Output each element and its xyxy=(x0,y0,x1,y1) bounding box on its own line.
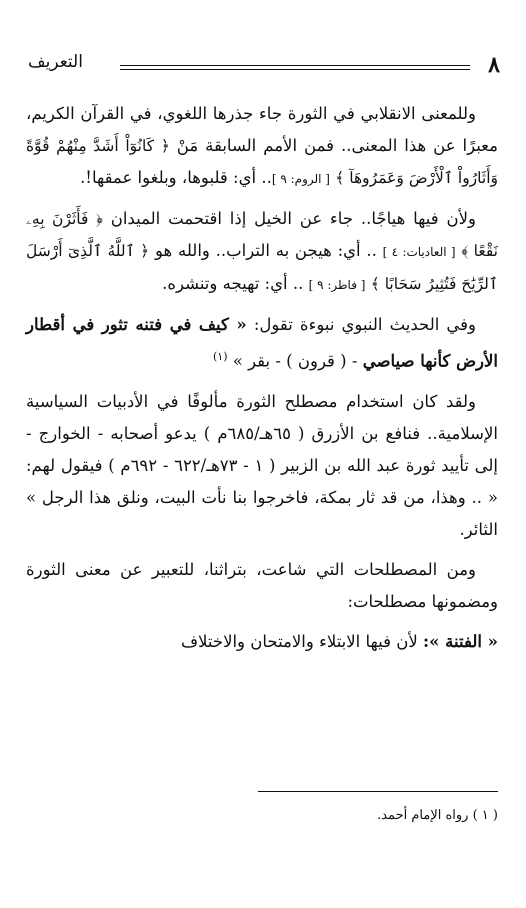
text-line: الثائر. xyxy=(459,519,498,539)
text-line: الثورة ومضمونها مصطلحات: xyxy=(26,559,498,611)
text-fragment: والله هو xyxy=(155,241,210,260)
verse-reference: [ العاديات: ٤ ] xyxy=(382,245,456,259)
page-header xyxy=(28,52,500,84)
text-line: ولأن فيها هياجًا.. جاء عن الخيل إذا اقتحمت الميدان xyxy=(110,209,477,228)
text-line: القرآن الكريم، معبرًا عن هذا المعنى.. فمن الأمم السابقة مَنْ xyxy=(26,104,498,155)
verse-reference: [ الروم: ٩ ] xyxy=(271,172,330,186)
paragraph-4 xyxy=(26,386,498,546)
quran-verse: ﴿ ٱللَّهُ ٱلَّذِىٓ أَرْسَلَ ٱلرِّيَٰحَ فَتُثِيرُ سَحَابًا ﴾ xyxy=(26,242,498,293)
text-line: قد ثار بمكة، فاخرجوا بنا نأت البيت، ونلق هذا الرجل » xyxy=(26,487,398,507)
text-line: ولقد كان استخدام مصطلح الثورة مألوفًا في الأدبيات xyxy=(96,391,477,411)
text-line: أصحابه - الخوارج - إلى تأييد ثورة عبد الله بن الزبير xyxy=(26,423,498,475)
text-fragment: .. xyxy=(261,168,272,187)
page-number: ٨ xyxy=(488,52,500,78)
text-fragment: - ( قرون ) - بقر » xyxy=(232,351,358,371)
text-line: ( ١ - ٧٣هـ/٦٢٢ - ٦٩٢م ) فيقول لهم: « .. وهذا، من xyxy=(26,455,498,507)
chapter-title: التعريف xyxy=(28,52,83,72)
paragraph-6 xyxy=(26,626,498,658)
text-fragment: لأن فيها الابتلاء والامتحان والاختلاف xyxy=(180,631,418,651)
quran-verse: ﴿ كَانُوٓاْ أَشَدَّ مِنْهُمْ قُوَّةً وَأَثَارُواْ ٱلْأَرْضَ وَعَمَرُوهَآ ﴾ xyxy=(26,137,498,187)
text-fragment: وفي الحديث النبوي نبوءة تقول: xyxy=(253,315,477,334)
header-rule xyxy=(120,65,470,70)
text-fragment: .. أي: xyxy=(264,274,304,293)
footnote-marker: (١) xyxy=(212,350,228,363)
text-line: ومن المصطلحات التي شاعت، بتراثنا، للتعبير عن معنى xyxy=(75,559,476,579)
text-line: وللمعنى الانقلابي في الثورة جاء جذرها اللغوي، في xyxy=(129,104,477,123)
verse-reference: [ فاطر: ٩ ] xyxy=(308,278,366,292)
text-line: تهيجه وتنشره. xyxy=(162,274,260,293)
footnote: ( ١ ) رواه الإمام أحمد. xyxy=(377,808,498,823)
paragraph-5 xyxy=(26,554,498,618)
text-line: أي: قلبوها، وبلغوا عمقها!. xyxy=(80,168,257,187)
paragraph-2 xyxy=(26,203,498,301)
footnote-separator xyxy=(258,791,498,792)
text-fragment: .. أي: هيجن به التراب.. xyxy=(215,241,377,260)
text-line: السياسية الإسلامية.. فنافع بن الأزرق ( ٦٥هـ/٦٨٥م ) يدعو xyxy=(26,391,498,443)
quran-verse: ﴿ فَأَثَرْنَ بِهِۦ نَقْعًا ﴾ xyxy=(26,210,498,260)
paragraph-1 xyxy=(26,98,498,195)
paragraph-3 xyxy=(26,309,498,378)
hadith-quote: « كيف في فتنه تثور في أقطار الأرض كأنها صياصي xyxy=(26,315,498,371)
body-text xyxy=(26,98,498,666)
term-label: « الفتنة »: xyxy=(423,631,498,651)
